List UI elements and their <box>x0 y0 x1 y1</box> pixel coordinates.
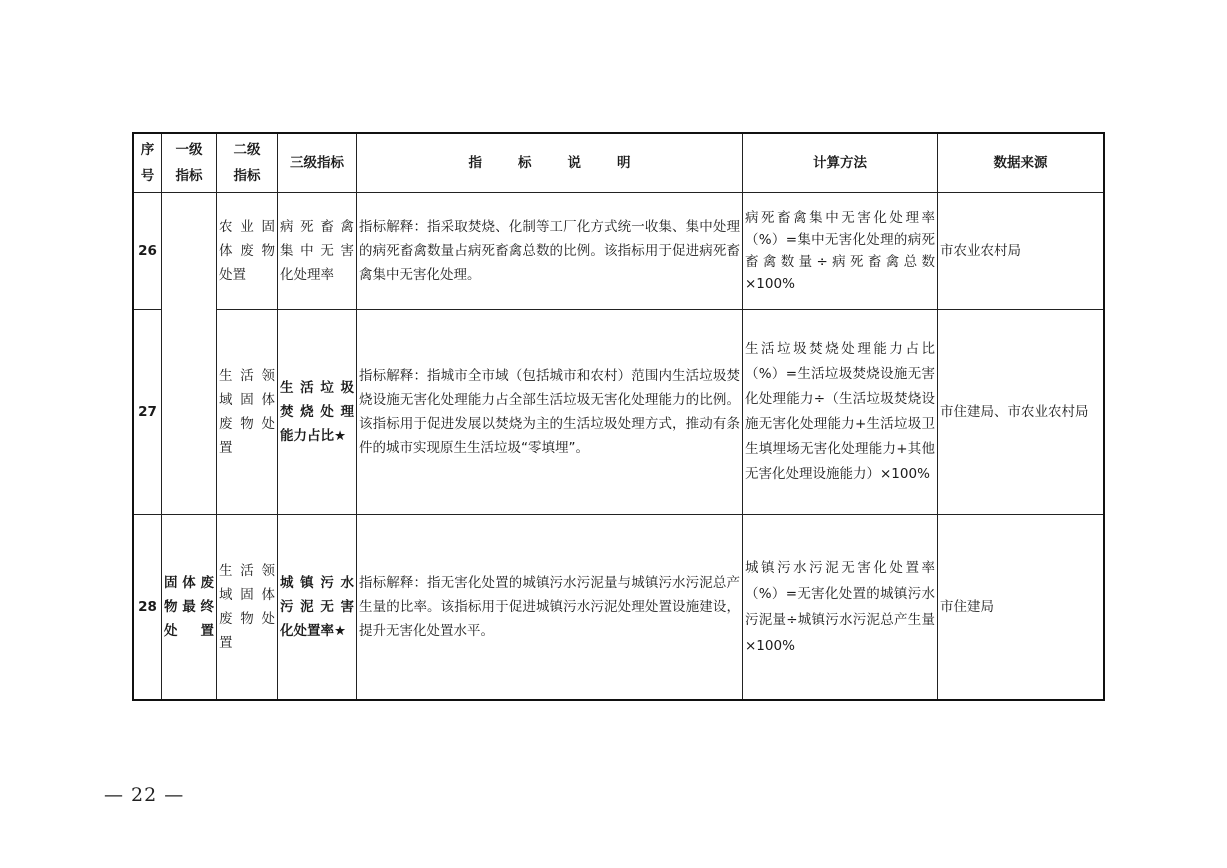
level1-line: 物最终 <box>164 599 214 615</box>
row-level2 <box>217 310 278 515</box>
indicator-table <box>132 132 1105 701</box>
level2-line: 域 固 体 <box>219 392 275 408</box>
header-seq-line1: 序 <box>140 142 155 158</box>
level2-line: 废 物 处 <box>219 416 275 432</box>
level2-line: 域 固 体 <box>219 587 275 603</box>
row-calculation: 病死畜禽集中无害化处理率（%）=集中无害化处理的病死畜禽数量÷病死畜禽总数×100% <box>743 193 938 310</box>
table-row <box>133 515 1104 701</box>
header-calculation: 计算方法 <box>743 133 938 193</box>
header-level1 <box>162 133 217 193</box>
header-description <box>357 133 743 193</box>
row-level3 <box>278 310 357 515</box>
header-seq <box>133 133 162 193</box>
level2-line: 体 废 物 <box>219 243 275 259</box>
level2-line: 生 活 领 <box>219 563 275 579</box>
row-level3 <box>278 193 357 310</box>
table-header-row <box>133 133 1104 193</box>
level3-line: 能力占比★ <box>280 428 347 444</box>
row-calculation: 城镇污水污泥无害化处置率（%）=无害化处置的城镇污水污泥量÷城镇污水污泥总产生量×100% <box>743 515 938 701</box>
row-seq: 27 <box>133 310 162 515</box>
level2-line: 生 活 领 <box>219 368 275 384</box>
row-source: 市农业农村局 <box>938 193 1105 310</box>
row-description: 指标解释：指采取焚烧、化制等工厂化方式统一收集、集中处理的病死畜禽数量占病死畜禽总数的比例。该指标用于促进病死畜禽集中无害化处理。 <box>357 193 743 310</box>
header-description-label: 指标说明 <box>468 155 667 171</box>
row-level3 <box>278 515 357 701</box>
level2-line: 农 业 固 <box>219 219 275 235</box>
page-number: — 22 — <box>104 784 185 806</box>
level3-line: 生 活 垃 圾 <box>280 380 354 396</box>
header-level3: 三级指标 <box>278 133 357 193</box>
row-level2 <box>217 193 278 310</box>
header-level2 <box>217 133 278 193</box>
table-row <box>133 310 1104 515</box>
row-seq: 28 <box>133 515 162 701</box>
level3-line: 污 泥 无 害 <box>280 599 354 615</box>
level1-line: 固体废 <box>164 575 214 591</box>
row-seq: 26 <box>133 193 162 310</box>
level2-line: 置 <box>219 440 233 456</box>
row-source: 市住建局、市农业农村局 <box>938 310 1105 515</box>
header-source: 数据来源 <box>938 133 1105 193</box>
header-level2-line1: 二级 <box>233 142 261 158</box>
level3-line: 病 死 畜 禽 <box>280 219 354 235</box>
row-source: 市住建局 <box>938 515 1105 701</box>
header-level2-line2: 指标 <box>233 168 261 184</box>
header-level1-line2: 指标 <box>175 168 203 184</box>
header-seq-line2: 号 <box>140 168 155 184</box>
level3-line: 化处置率★ <box>280 623 347 639</box>
level2-line: 置 <box>219 635 233 651</box>
row-level1 <box>162 515 217 701</box>
level1-line: 处 置 <box>164 623 214 639</box>
level3-line: 焚 烧 处 理 <box>280 404 354 420</box>
level3-line: 城 镇 污 水 <box>280 575 354 591</box>
table-row <box>133 193 1104 310</box>
row-level1-empty <box>162 193 217 515</box>
row-description: 指标解释：指无害化处置的城镇污水污泥量与城镇污水污泥总产生量的比率。该指标用于促进城镇污水污泥处理处置设施建设，提升无害化处置水平。 <box>357 515 743 701</box>
level3-line: 集 中 无 害 <box>280 243 354 259</box>
row-calculation: 生活垃圾焚烧处理能力占比（%）=生活垃圾焚烧设施无害化处理能力÷（生活垃圾焚烧设施无害化处理能力+生活垃圾卫生填埋场无害化处理能力+其他无害化处理设施能力）×100% <box>743 310 938 515</box>
level2-line: 处置 <box>219 267 246 283</box>
header-level1-line1: 一级 <box>175 142 203 158</box>
row-description: 指标解释：指城市全市域（包括城市和农村）范围内生活垃圾焚烧设施无害化处理能力占全部生活垃圾无害化处理能力的比例。该指标用于促进发展以焚烧为主的生活垃圾处理方式，推动有条件的城市实现原生生活垃圾“零填埋”。 <box>357 310 743 515</box>
level3-line: 化处理率 <box>280 267 334 283</box>
level2-line: 废 物 处 <box>219 611 275 627</box>
row-level2 <box>217 515 278 701</box>
